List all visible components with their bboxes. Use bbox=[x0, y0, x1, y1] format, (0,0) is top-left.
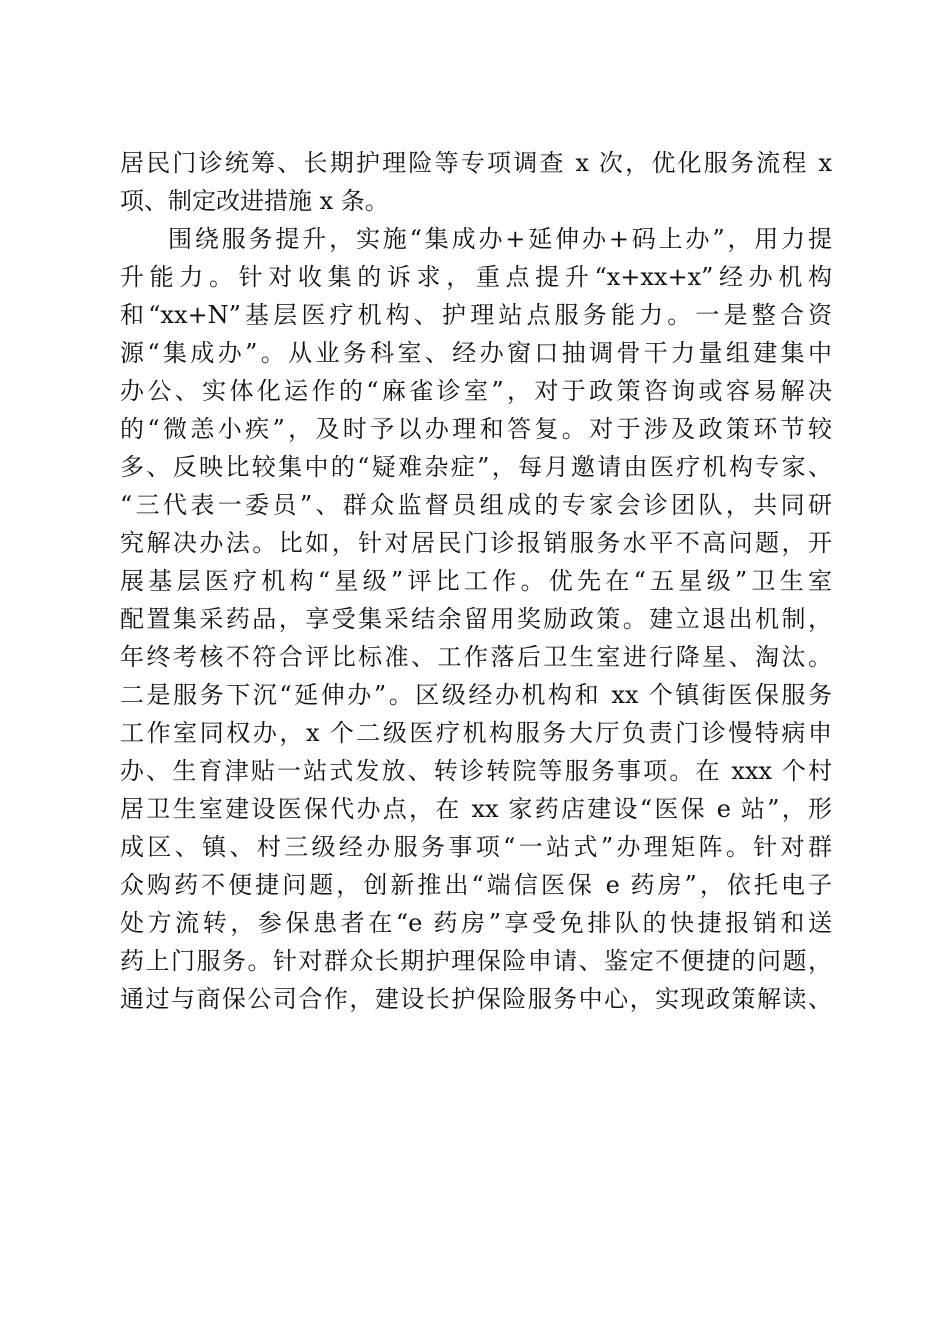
text-line: 通过与商保公司合作，建设长护保险服务中心，实现政策解读、 bbox=[120, 985, 832, 1013]
text-line: 源“集成办”。从业务科室、经办窗口抽调骨干力量组建集中 bbox=[120, 339, 832, 367]
text-line: 成区、镇、村三级经办服务事项“一站式”办理矩阵。针对群 bbox=[120, 833, 832, 861]
text-line: 年终考核不符合评比标准、工作落后卫生室进行降星、淘汰。 bbox=[120, 643, 832, 671]
text-line: 升能力。针对收集的诉求，重点提升“x+xx+x”经办机构 bbox=[120, 263, 832, 291]
text-line: 的“微恙小疾”，及时予以办理和答复。对于涉及政策环节较 bbox=[120, 415, 832, 443]
text-line: 展基层医疗机构“星级”评比工作。优先在“五星级”卫生室 bbox=[120, 567, 832, 595]
text-line: 配置集采药品，享受集采结余留用奖励政策。建立退出机制， bbox=[120, 605, 832, 633]
text-line: 多、反映比较集中的“疑难杂症”，每月邀请由医疗机构专家、 bbox=[120, 453, 832, 481]
text-line: 居卫生室建设医保代办点，在 xx 家药店建设“医保 e 站”，形 bbox=[120, 795, 832, 823]
paragraph-first-line: 围绕服务提升，实施“集成办+延伸办+码上办”，用力提 bbox=[168, 225, 832, 253]
text-line: 工作室同权办，x 个二级医疗机构服务大厅负责门诊慢特病申 bbox=[120, 719, 832, 747]
text-line: 众购药不便捷问题，创新推出“端信医保 e 药房”，依托电子 bbox=[120, 871, 832, 899]
text-line: 居民门诊统筹、长期护理险等专项调查 x 次，优化服务流程 x bbox=[120, 149, 832, 177]
text-line: 和“xx+N”基层医疗机构、护理站点服务能力。一是整合资 bbox=[120, 301, 832, 329]
body-text bbox=[120, 144, 832, 1018]
text-line: 二是服务下沉“延伸办”。区级经办机构和 xx 个镇街医保服务 bbox=[120, 681, 832, 709]
text-line: 办公、实体化运作的“麻雀诊室”，对于政策咨询或容易解决 bbox=[120, 377, 832, 405]
text-line: “三代表一委员”、群众监督员组成的专家会诊团队，共同研 bbox=[120, 491, 832, 519]
text-line: 办、生育津贴一站式发放、转诊转院等服务事项。在 xxx 个村 bbox=[120, 757, 832, 785]
text-line: 药上门服务。针对群众长期护理保险申请、鉴定不便捷的问题， bbox=[120, 947, 832, 975]
text-line: 处方流转，参保患者在“e 药房”享受免排队的快捷报销和送 bbox=[120, 909, 832, 937]
text-line: 项、制定改进措施 x 条。 bbox=[120, 187, 389, 215]
text-line: 究解决办法。比如，针对居民门诊报销服务水平不高问题，开 bbox=[120, 529, 832, 557]
